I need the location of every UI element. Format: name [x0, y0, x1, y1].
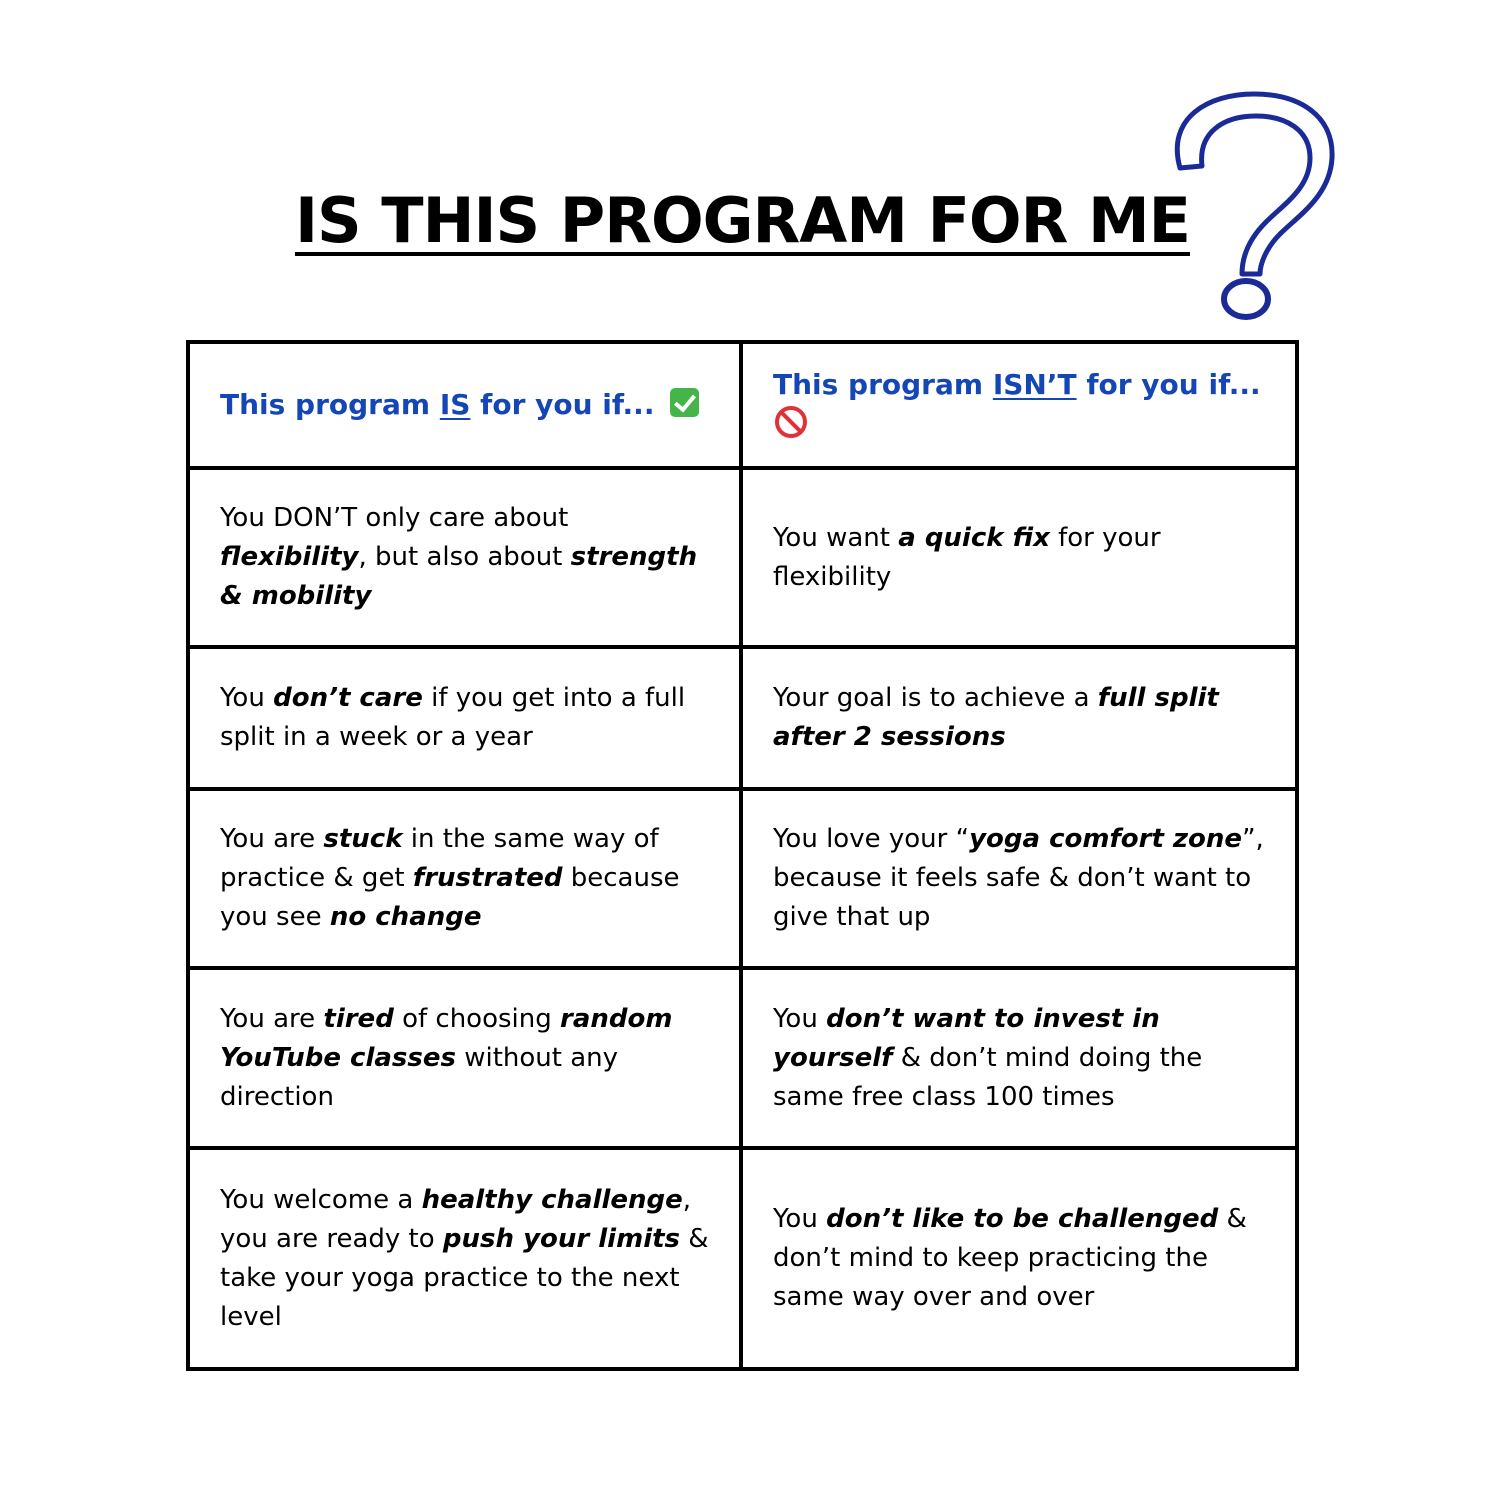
- cell-text: of choosing: [393, 1003, 561, 1034]
- cell-text: & don’t mind to keep practicing the same way over and over: [773, 1204, 1247, 1312]
- cell-text: if you get into a full split in a week or a year: [220, 683, 686, 752]
- is-cell-5: [190, 1150, 743, 1367]
- isnt-cell-2: [743, 649, 1295, 791]
- header-is-prefix: This program: [220, 387, 440, 421]
- no-entry-icon: [775, 406, 807, 438]
- emphasis-text: flexibility: [220, 542, 359, 572]
- cell-text: , you are ready to: [220, 1184, 692, 1254]
- emphasis-text: frustrated: [412, 863, 563, 893]
- emphasis-text: strength & mobility: [220, 542, 698, 611]
- emphasis-text: random YouTube classes: [220, 1003, 673, 1073]
- emphasis-text: a quick fix: [898, 522, 1050, 553]
- is-cell-4: [190, 970, 743, 1150]
- cell-text: You: [773, 1204, 827, 1234]
- question-mark-icon: [1168, 88, 1340, 324]
- header-is-keyword: IS: [439, 387, 471, 421]
- cell-text: in the same way of practice & get: [220, 824, 659, 893]
- isnt-cell-1: [743, 470, 1295, 649]
- cell-text: You are: [220, 1003, 324, 1034]
- cell-text: because you see: [220, 863, 680, 932]
- isnt-cell-4: [743, 970, 1295, 1150]
- cell-text: You welcome a: [220, 1184, 422, 1215]
- cell-text: You: [220, 683, 274, 713]
- emphasis-text: don’t care: [273, 683, 423, 713]
- emphasis-text: push your limits: [442, 1223, 681, 1254]
- cell-text: You DON’T only care about: [220, 503, 569, 533]
- header-isnt-keyword: ISN’T: [992, 368, 1077, 401]
- is-cell-2: [190, 649, 743, 791]
- is-cell-3: [190, 791, 743, 970]
- check-mark-icon: [670, 388, 699, 417]
- comparison-table: [186, 340, 1299, 1371]
- cell-text: You are: [220, 824, 324, 854]
- header-isnt-suffix: for you if...: [1076, 368, 1261, 401]
- emphasis-text: healthy challenge: [421, 1184, 683, 1215]
- page-title-text: IS THIS PROGRAM FOR ME: [294, 184, 1190, 257]
- emphasis-text: tired: [323, 1003, 394, 1034]
- isnt-cell-5: [743, 1150, 1295, 1367]
- cell-text: for your flexibility: [773, 522, 1161, 592]
- header-is-suffix: for you if...: [470, 387, 655, 421]
- header-is: [190, 344, 743, 470]
- cell-text: Your goal is to achieve a: [773, 683, 1098, 713]
- is-cell-1: [190, 470, 743, 649]
- cell-text: You want: [773, 522, 899, 553]
- emphasis-text: don’t like to be challenged: [826, 1204, 1219, 1234]
- cell-text: You: [773, 1003, 827, 1034]
- header-isnt-prefix: This program: [773, 368, 993, 401]
- isnt-cell-3: [743, 791, 1295, 970]
- cell-text: without any direction: [220, 1042, 619, 1112]
- cell-text: ”, because it feels safe & don’t want to give that up: [773, 824, 1264, 932]
- emphasis-text: stuck: [323, 824, 403, 854]
- cell-text: & take your yoga practice to the next level: [220, 1223, 709, 1332]
- cell-text: & don’t mind doing the same free class 100 times: [773, 1042, 1203, 1112]
- emphasis-text: don’t want to invest in yourself: [773, 1003, 1160, 1073]
- emphasis-text: yoga comfort zone: [969, 824, 1243, 854]
- header-isnt: [743, 344, 1295, 470]
- cell-text: , but also about: [358, 542, 571, 572]
- emphasis-text: no change: [329, 902, 482, 932]
- cell-text: You love your “: [773, 824, 970, 854]
- emphasis-text: full split after 2 sessions: [773, 683, 1219, 752]
